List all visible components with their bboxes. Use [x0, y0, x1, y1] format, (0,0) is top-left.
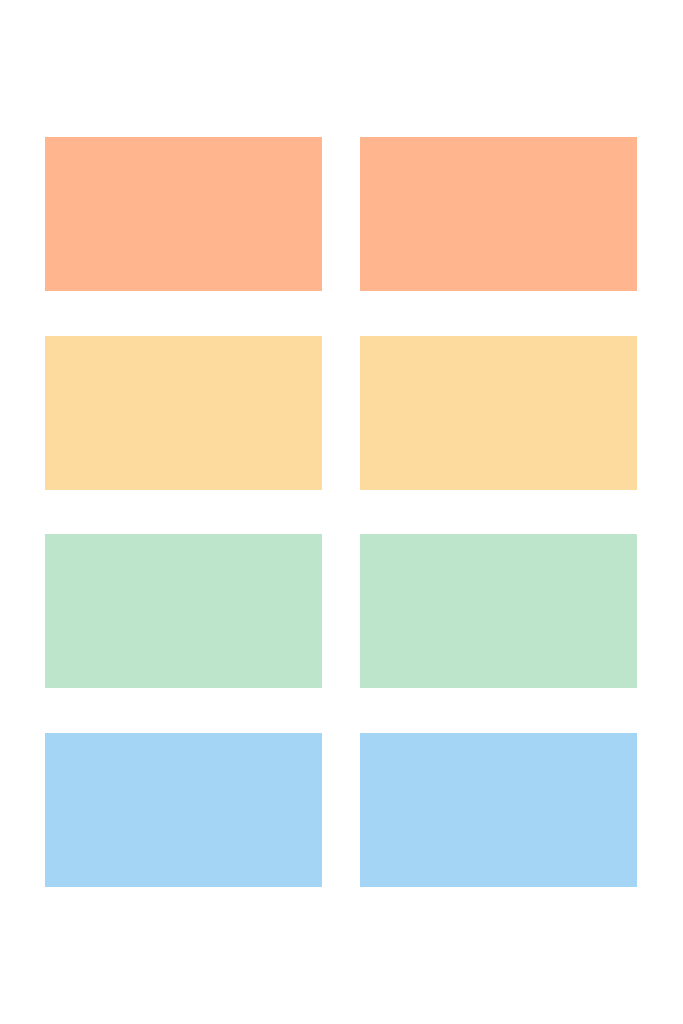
answer-example-card: [360, 336, 637, 490]
restate-definition-card: [45, 137, 322, 291]
cite-example-card: [360, 534, 637, 688]
explain-example-card: [360, 733, 637, 887]
explain-definition-card: [45, 733, 322, 887]
answer-definition-card: [45, 336, 322, 490]
cite-definition-card: [45, 534, 322, 688]
restate-example-card: [360, 137, 637, 291]
checkered-border-bottom: [0, 932, 683, 1024]
checkered-border-top: [0, 0, 683, 40]
